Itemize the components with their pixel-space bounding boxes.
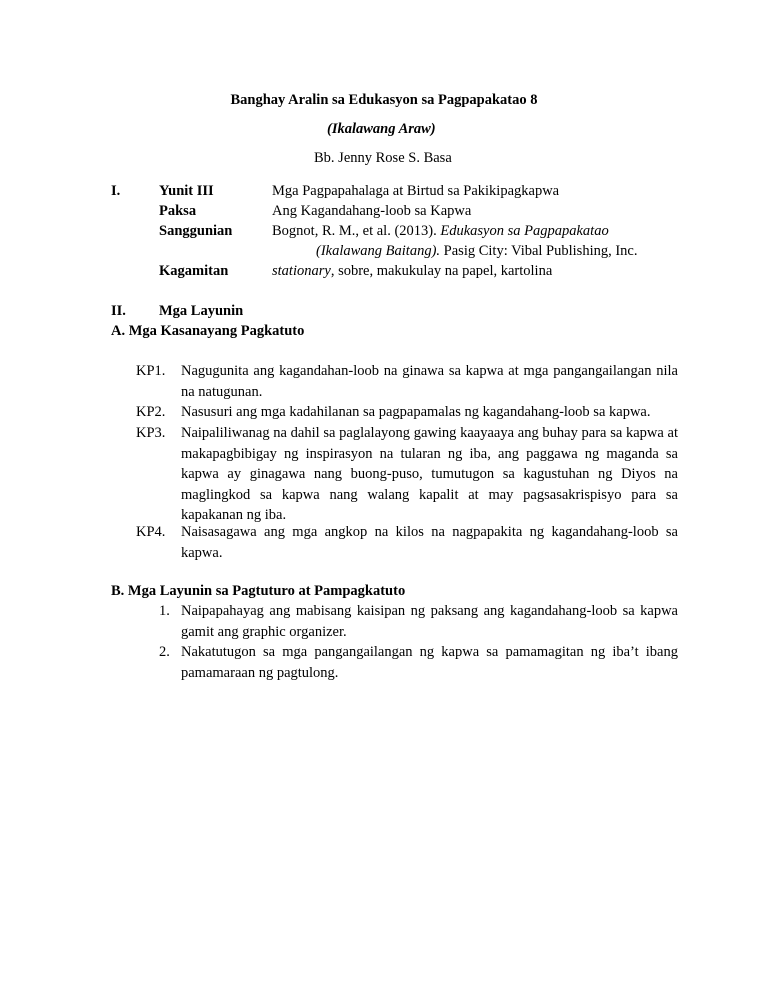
kp2-code: KP2. [136,404,166,420]
kagamitan-stationary: stationary [272,263,331,279]
kp3-text: Naipaliliwanag na dahil sa paglalayong gawing kaayaaya ang buhay para sa kapwa at makapagbibigay ng inspirasyon na tularan ng iba, ang paggawa ng maganda sa kapwa ay ginagawa nang buong-puso, tumutugon sa kagustuhan ng Diyos na maglingkod sa kapwa nang walang kapalit at may pagsasakrispisyo para sa kapakanan ng iba. [181,425,678,523]
kp3-code: KP3. [136,425,166,441]
sanggunian-publisher: Pasig City: Vibal Publishing, Inc. [440,243,638,259]
kp2-text: Nasusuri ang mga kadahilanan sa pagpapamalas ng kagandahang-loob sa kapwa. [181,404,651,420]
subsection-b-title: B. Mga Layunin sa Pagtuturo at Pampagkatuto [111,583,406,599]
sanggunian-book-title: Edukasyon sa Pagpapakatao [440,223,609,239]
kp4-code: KP4. [136,524,166,540]
value-sanggunian-line2 [316,243,638,260]
objective-1-number: 1. [159,603,170,619]
sanggunian-grade: (Ikalawang Baitang). [316,243,441,259]
section-2-numeral: II. [111,303,126,319]
value-sanggunian [272,223,609,240]
objective-2-text: Nakatutugon sa mga pangangailangan ng kapwa sa pamamagitan ng iba’t ibang pamamaraan ng pagtulong. [181,644,678,681]
label-paksa: Paksa [159,203,197,219]
kp1-code: KP1. [136,363,166,379]
label-sanggunian: Sanggunian [159,223,233,239]
kp4-text: Naisasagawa ang mga angkop na kilos na nagpapakita ng kagandahang-loob sa kapwa. [181,524,678,561]
objective-2-number: 2. [159,644,170,660]
label-yunit: Yunit III [159,183,214,199]
label-kagamitan: Kagamitan [159,263,229,279]
value-yunit: Mga Pagpapahalaga at Birtud sa Pakikipagkapwa [272,183,560,199]
section-1-numeral: I. [111,183,121,199]
day-subtitle: (Ikalawang Araw) [327,121,436,137]
section-2-title: Mga Layunin [159,303,244,319]
subsection-a-title: A. Mga Kasanayang Pagkatuto [111,323,305,339]
sanggunian-citation: Bognot, R. M., et al. (2013). [272,223,441,239]
value-paksa: Ang Kagandahang-loob sa Kapwa [272,203,472,219]
kp1-text: Nagugunita ang kagandahan-loob na ginawa sa kapwa at mga pangangailangan nila na natugunan. [181,363,678,400]
objective-1-text: Naipapahayag ang mabisang kaisipan ng paksang ang kagandahang-loob sa kapwa gamit ang graphic organizer. [181,603,678,640]
author-name: Bb. Jenny Rose S. Basa [314,150,452,166]
document-title: Banghay Aralin sa Edukasyon sa Pagpapakatao 8 [230,92,538,108]
kagamitan-rest: , sobre, makukulay na papel, kartolina [330,263,553,279]
value-kagamitan [272,263,552,280]
